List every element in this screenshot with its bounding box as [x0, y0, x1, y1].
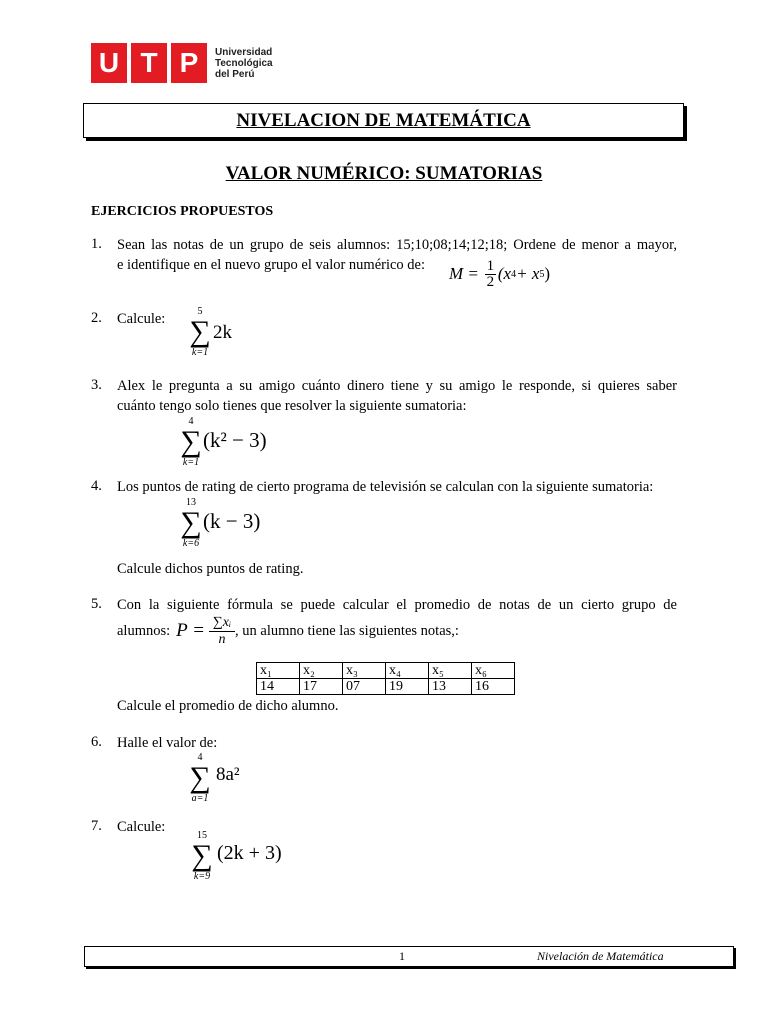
table-cell: 13 — [429, 679, 472, 695]
exercise-1-line-1: Sean las notas de un grupo de seis alumnos: 15;10;08;14;12;18; Ordene de menor a mayor, — [117, 237, 677, 253]
subtitle-text: VALOR NUMÉRICO: SUMATORIAS — [225, 163, 543, 184]
exercise-6-summation — [184, 752, 216, 804]
exercise-7-summation — [186, 830, 218, 882]
sigma-symbol: ∑ — [189, 761, 211, 794]
exercise-7-number: 7. — [91, 818, 102, 834]
exercise-3-line-1: Alex le pregunta a su amigo cuánto dinero tiene y su amigo le responde, si quieres saber — [117, 378, 677, 394]
table-row — [257, 679, 515, 695]
formula-sub-5: 5 — [539, 268, 545, 280]
sum-lower-limit: k=9 — [193, 871, 211, 882]
exercise-4-line-1: Los puntos de rating de cierto programa de televisión se calculan con la siguiente sumatoria: — [117, 479, 654, 495]
table-cell: 17 — [300, 679, 343, 695]
page-number: 1 — [399, 949, 405, 963]
exercise-1-formula — [449, 254, 550, 294]
exercise-6-number: 6. — [91, 734, 102, 750]
sum-lower-limit: k=1 — [191, 347, 209, 358]
sum-lower-limit: k=1 — [182, 457, 200, 468]
sum-upper-limit: 13 — [186, 497, 196, 508]
exercise-6-text: Halle el valor de: — [117, 735, 218, 751]
logo-line-2: Tecnológica — [215, 57, 273, 69]
exercise-2-text: Calcule: — [117, 311, 166, 327]
exercise-2-body: 2k — [213, 322, 232, 343]
sum-upper-limit: 4 — [188, 416, 194, 427]
table-header-cell: x₄ — [386, 663, 429, 679]
exercise-3-body: (k² − 3) — [203, 428, 267, 452]
fraction-numerator: ∑xᵢ — [212, 614, 232, 630]
table-header-cell: x₅ — [429, 663, 472, 679]
formula-close: ) — [544, 264, 551, 283]
logo-letter-t: T — [131, 43, 167, 83]
grades-table-wrapper — [256, 662, 515, 695]
exercise-5-after: Calcule el promedio de dicho alumno. — [117, 698, 339, 714]
exercise-3-line-2: cuánto tengo solo tienes que resolver la siguiente sumatoria: — [117, 398, 467, 414]
exercise-5-number: 5. — [91, 596, 102, 612]
utp-logo — [91, 43, 273, 83]
sigma-symbol: ∑ — [180, 506, 202, 539]
sum-lower-limit: a=1 — [191, 793, 209, 804]
sum-upper-limit: 4 — [197, 752, 203, 763]
grades-table — [256, 662, 515, 695]
formula-lhs: M = — [449, 264, 479, 283]
exercise-1-line-2: e identifique en el nuevo grupo el valor numérico de: — [117, 257, 426, 273]
logo-letter-u: U — [91, 43, 127, 83]
section-heading: EJERCICIOS PROPUESTOS — [91, 204, 274, 219]
logo-line-1: Universidad — [215, 46, 273, 58]
exercise-7-text: Calcule: — [117, 819, 166, 835]
line-2-start: alumnos: — [117, 622, 171, 639]
page-footer — [84, 946, 734, 967]
exercise-5-line-2 — [117, 612, 459, 650]
line-2-end: , un alumno tiene las siguientes notas,: — [235, 622, 459, 639]
exercise-7-body: (2k + 3) — [217, 842, 282, 864]
fraction-numerator: 1 — [486, 257, 495, 274]
sigma-symbol: ∑ — [189, 315, 211, 348]
table-header-row — [257, 663, 515, 679]
sigma-symbol: ∑ — [191, 839, 213, 872]
logo-university-name — [215, 47, 273, 80]
exercise-6-body: 8a² — [216, 764, 240, 785]
exercise-2-number: 2. — [91, 310, 102, 326]
exercise-1-number: 1. — [91, 236, 102, 252]
formula-lhs: P = — [176, 620, 206, 641]
fraction-denominator: 2 — [486, 273, 495, 290]
fraction-denominator: n — [209, 631, 235, 648]
exercise-4-number: 4. — [91, 478, 102, 494]
table-header-cell: x₂ — [300, 663, 343, 679]
formula-fraction — [485, 259, 496, 290]
formula-fraction — [209, 615, 235, 648]
table-cell: 16 — [472, 679, 515, 695]
sum-upper-limit: 15 — [197, 830, 207, 841]
table-cell: 07 — [343, 679, 386, 695]
table-header-cell: x₆ — [472, 663, 515, 679]
document-title: NIVELACION DE MATEMÁTICA — [236, 109, 531, 131]
sum-upper-limit: 5 — [197, 306, 203, 317]
exercise-2-summation — [184, 306, 216, 358]
exercise-5-line-1: Con la siguiente fórmula se puede calcular el promedio de notas de un cierto grupo de — [117, 597, 677, 613]
exercise-4-body: (k − 3) — [203, 509, 261, 533]
footer-course-name: Nivelación de Matemática — [537, 949, 664, 963]
table-header-cell: x₁ — [257, 663, 300, 679]
sum-lower-limit: k=6 — [182, 538, 200, 549]
formula-sub-4: 4 — [511, 268, 517, 280]
table-cell: 14 — [257, 679, 300, 695]
formula-x5: + x — [516, 264, 540, 283]
logo-line-3: del Perú — [215, 68, 255, 80]
exercise-3-number: 3. — [91, 377, 102, 393]
exercise-4-after: Calcule dichos puntos de rating. — [117, 561, 304, 577]
table-cell: 19 — [386, 679, 429, 695]
logo-letter-p: P — [171, 43, 207, 83]
table-header-cell: x₃ — [343, 663, 386, 679]
document-subtitle — [0, 163, 768, 185]
formula-x4: (x — [497, 264, 512, 283]
sigma-symbol: ∑ — [180, 425, 202, 458]
document-title-box — [83, 103, 684, 138]
